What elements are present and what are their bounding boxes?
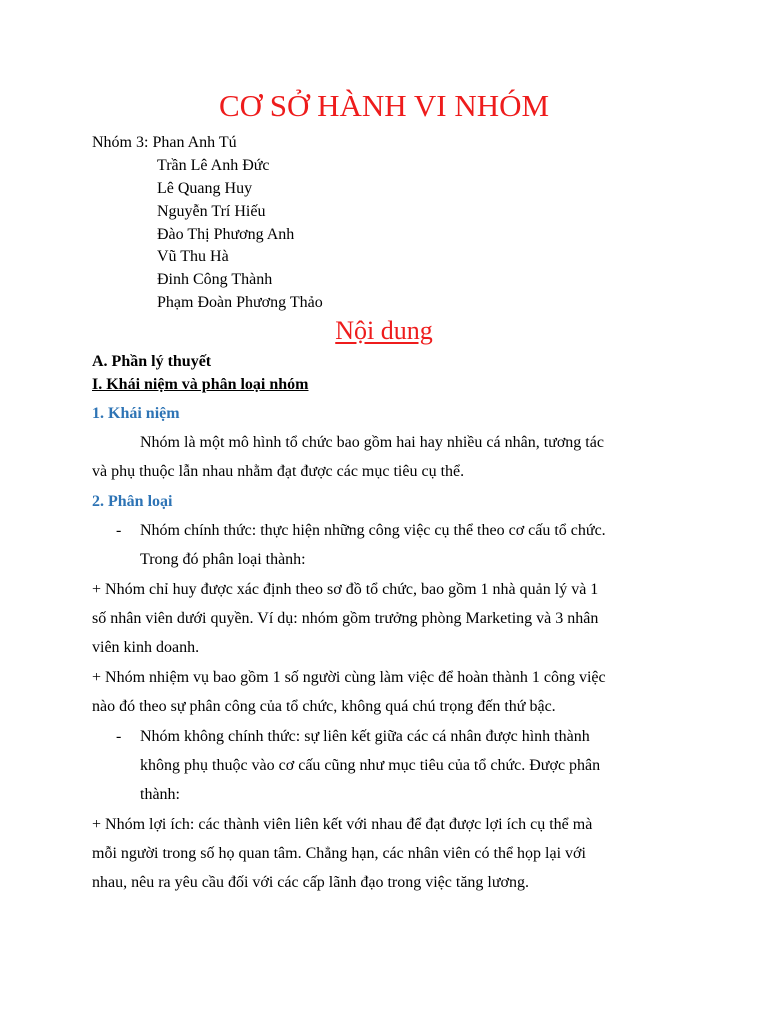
subsection-1-heading: 1. Khái niệm bbox=[92, 405, 180, 422]
paragraph-line: và phụ thuộc lẫn nhau nhằm đạt được các mục tiêu cụ thể. bbox=[92, 463, 465, 480]
member-name: Đào Thị Phương Anh bbox=[157, 226, 295, 243]
paragraph-line: + Nhóm chỉ huy được xác định theo sơ đồ tổ chức, bao gồm 1 nhà quản lý và 1 bbox=[92, 581, 599, 598]
bullet-line: không phụ thuộc vào cơ cấu cũng như mục tiêu của tổ chức. Được phân bbox=[140, 757, 601, 774]
member-name: Lê Quang Huy bbox=[157, 180, 253, 197]
bullet-line: Nhóm không chính thức: sự liên kết giữa các cá nhân được hình thành bbox=[140, 728, 590, 745]
member-name: Nguyễn Trí Hiếu bbox=[157, 203, 266, 220]
member-name: Vũ Thu Hà bbox=[157, 248, 229, 265]
paragraph-line: nhau, nêu ra yêu cầu đối với các cấp lãnh đạo trong việc tăng lương. bbox=[92, 874, 529, 891]
paragraph-line: + Nhóm lợi ích: các thành viên liên kết với nhau để đạt được lợi ích cụ thể mà bbox=[92, 816, 593, 833]
member-name: Phạm Đoàn Phương Thảo bbox=[157, 294, 323, 311]
bullet-dash: - bbox=[116, 522, 122, 539]
contents-heading: Nội dung bbox=[335, 316, 433, 345]
document-title: CƠ SỞ HÀNH VI NHÓM bbox=[218, 88, 550, 123]
part-a-heading: A. Phần lý thuyết bbox=[92, 353, 212, 370]
bullet-line: Trong đó phân loại thành: bbox=[140, 551, 306, 568]
bullet-line: thành: bbox=[140, 786, 180, 803]
group-label: Nhóm 3: Phan Anh Tú bbox=[92, 134, 237, 151]
bullet-line: Nhóm chính thức: thực hiện những công việc cụ thể theo cơ cấu tổ chức. bbox=[140, 522, 606, 539]
paragraph-line: Nhóm là một mô hình tổ chức bao gồm hai hay nhiều cá nhân, tương tác bbox=[140, 434, 604, 451]
section-1-heading: I. Khái niệm và phân loại nhóm bbox=[92, 376, 309, 393]
member-name: Đinh Công Thành bbox=[157, 271, 273, 288]
paragraph-line: mỗi người trong số họ quan tâm. Chẳng hạn, các nhân viên có thể họp lại với bbox=[92, 845, 586, 862]
paragraph-line: viên kinh doanh. bbox=[92, 639, 200, 656]
paragraph-line: nào đó theo sự phân công của tổ chức, không quá chú trọng đến thứ bậc. bbox=[92, 698, 556, 715]
bullet-dash: - bbox=[116, 728, 122, 745]
paragraph-line: + Nhóm nhiệm vụ bao gồm 1 số người cùng làm việc để hoàn thành 1 công việc bbox=[92, 669, 606, 686]
member-name: Trần Lê Anh Đức bbox=[157, 157, 270, 174]
subsection-2-heading: 2. Phân loại bbox=[92, 493, 173, 510]
paragraph-line: số nhân viên dưới quyền. Ví dụ: nhóm gồm trưởng phòng Marketing và 3 nhân bbox=[92, 610, 599, 627]
